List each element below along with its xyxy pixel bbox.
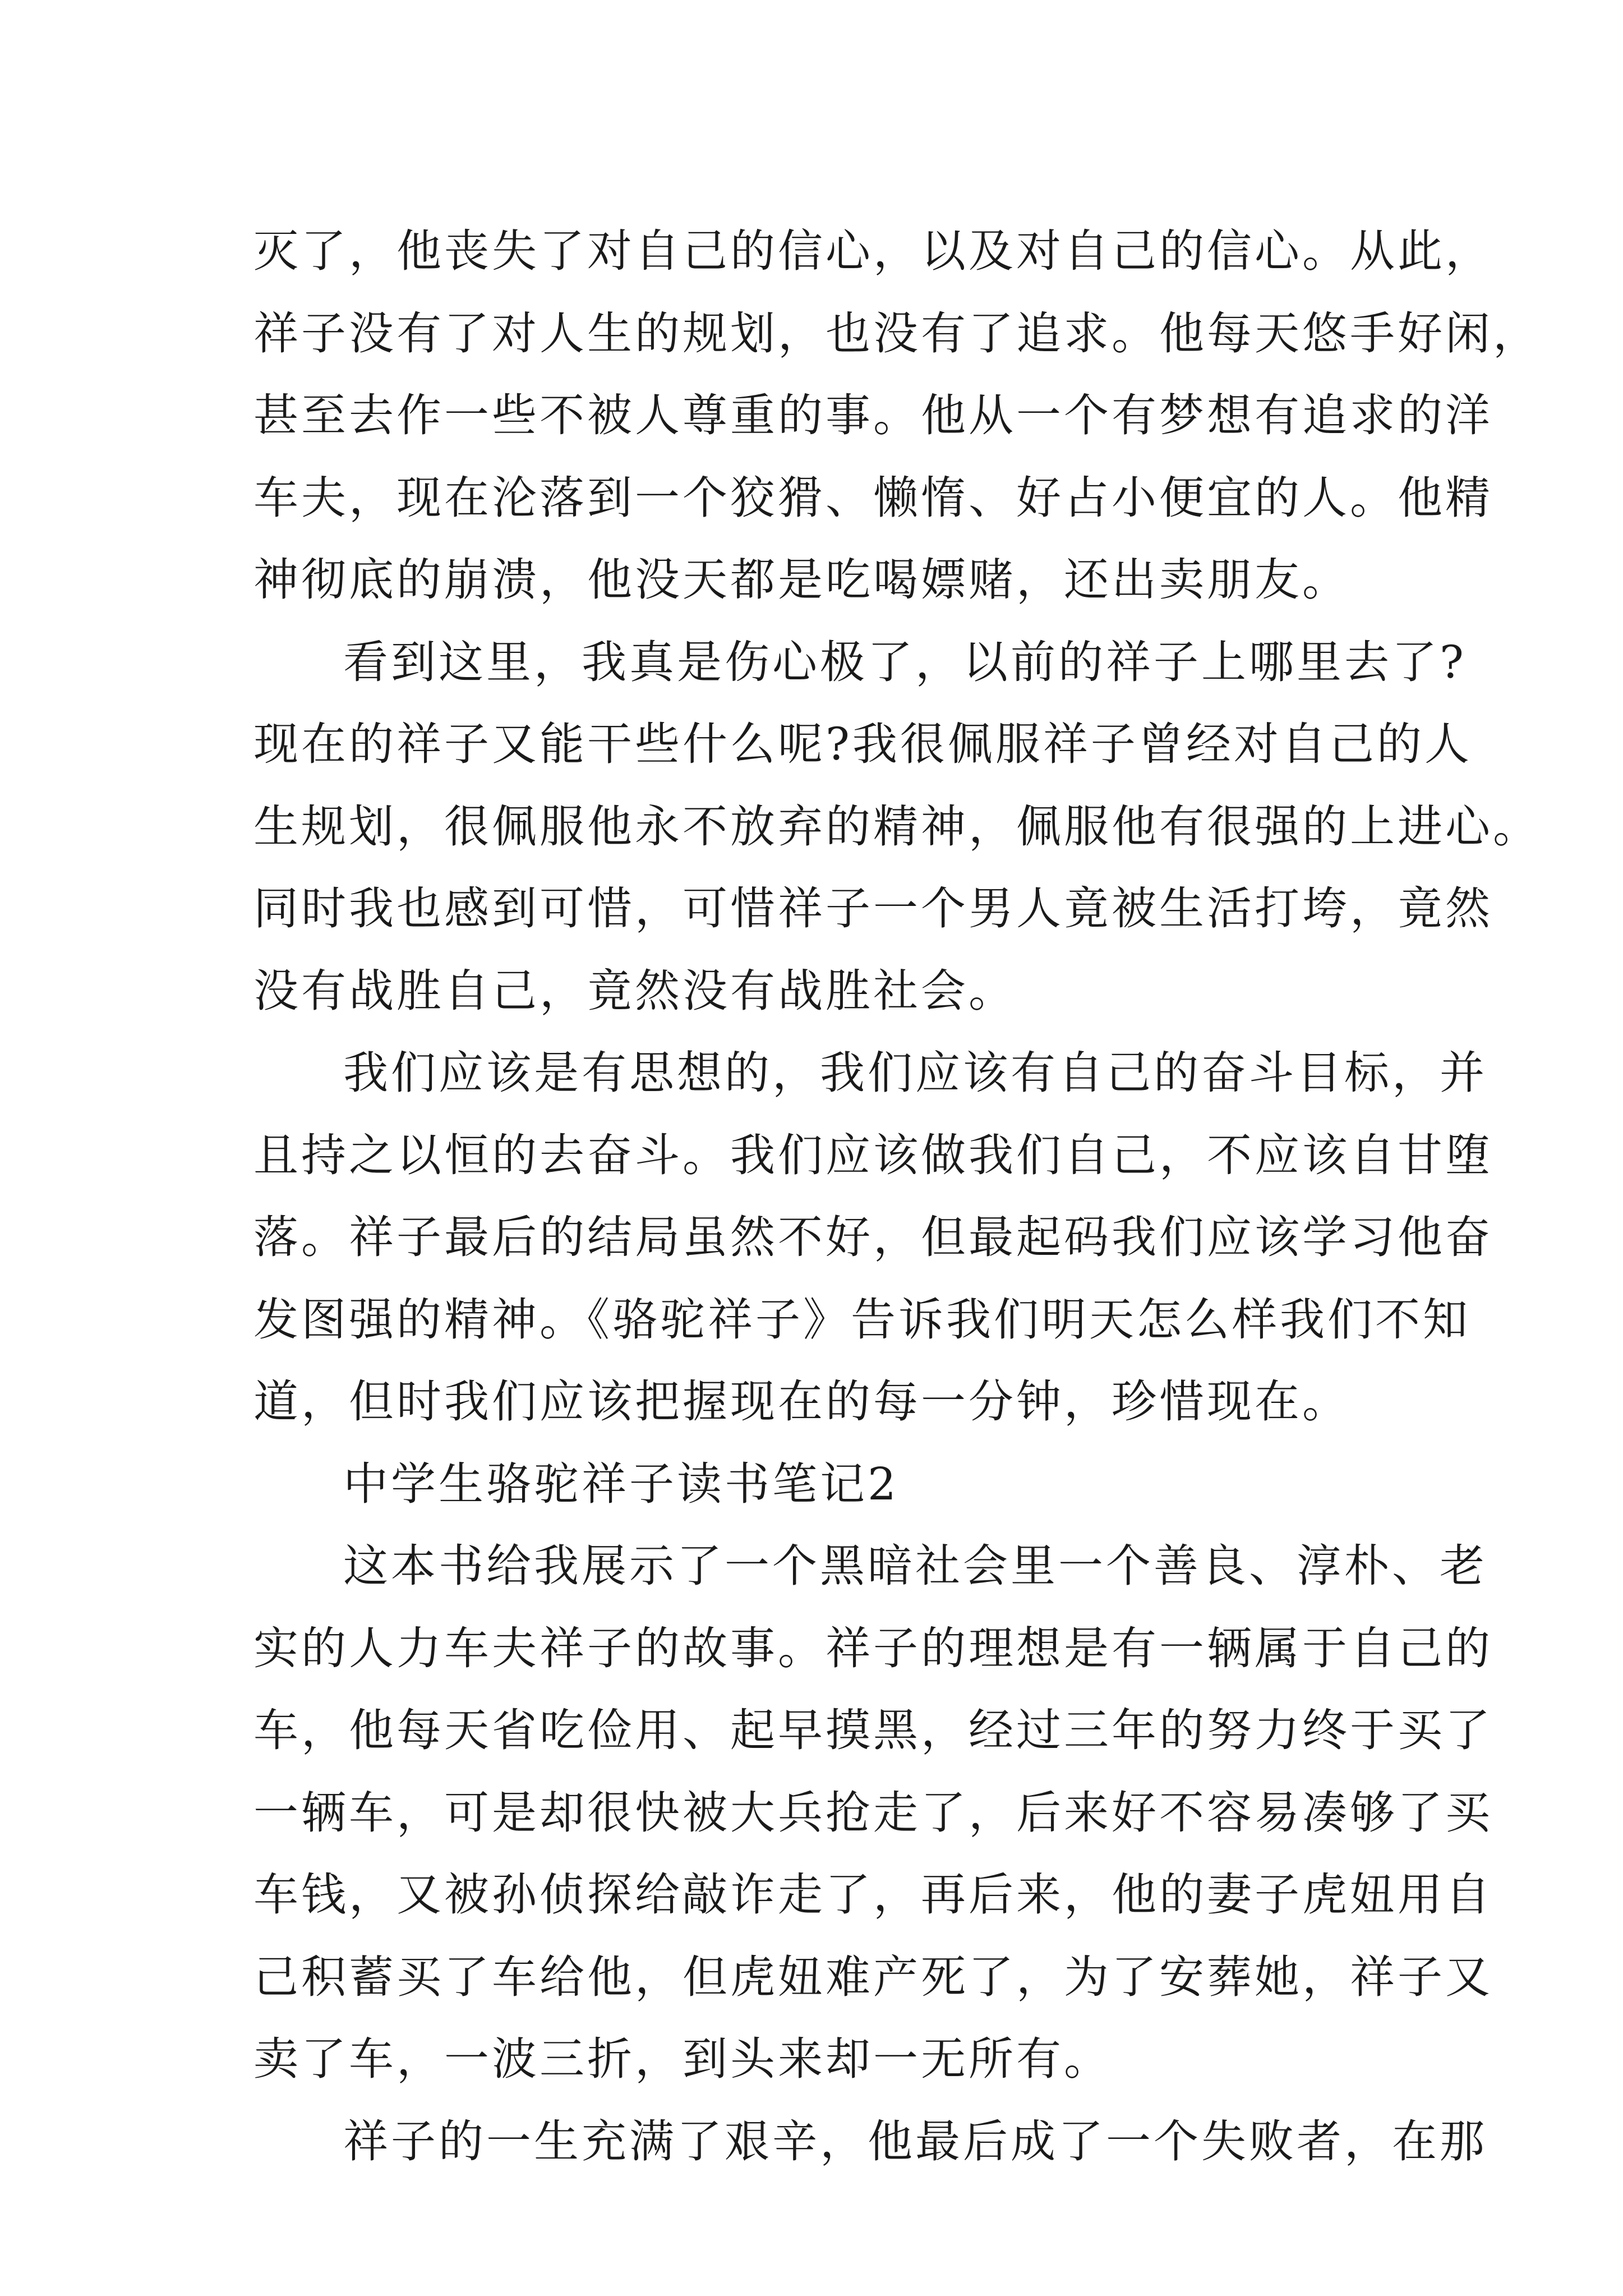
text-line: 中学生骆驼祥子读书笔记2	[343, 1457, 899, 1510]
text-line: 道，但时我们应该把握现在的每一分钟，珍惜现在。	[253, 1375, 1350, 1428]
text-line: 现在的祥子又能干些什么呢?我很佩服祥子曾经对自己的人	[253, 718, 1472, 770]
text-line: 灭了，他丧失了对自己的信心，以及对自己的信心。从此，	[253, 225, 1493, 277]
text-line: 实的人力车夫祥子的故事。祥子的理想是有一辆属于自己的	[253, 1622, 1493, 1674]
text-line: 落。祥子最后的结局虽然不好，但最起码我们应该学习他奋	[253, 1211, 1493, 1263]
text-line: 这本书给我展示了一个黑暗社会里一个善良、淳朴、老	[343, 1540, 1487, 1592]
text-line: 同时我也感到可惜，可惜祥子一个男人竟被生活打垮，竟然	[253, 882, 1493, 935]
body-text	[253, 210, 1541, 2183]
text-line: 甚至去作一些不被人尊重的事。他从一个有梦想有追求的洋	[253, 389, 1493, 441]
text-line: 车钱，又被孙侦探给敲诈走了，再后来，他的妻子虎妞用自	[253, 1869, 1493, 1921]
text-line: 祥子的一生充满了艰辛，他最后成了一个失败者，在那	[343, 2115, 1487, 2168]
text-line: 发图强的精神。《骆驼祥子》告诉我们明天怎么样我们不知	[253, 1293, 1470, 1346]
text-line: 没有战胜自己，竟然没有战胜社会。	[253, 964, 1016, 1017]
text-line: 一辆车，可是却很快被大兵抢走了，后来好不容易凑够了买	[253, 1786, 1493, 1839]
text-line: 车，他每天省吃俭用、起早摸黑，经过三年的努力终于买了	[253, 1704, 1493, 1756]
text-line: 己积蓄买了车给他，但虎妞难产死了，为了安葬她，祥子又	[253, 1950, 1493, 2003]
text-line: 卖了车，一波三折，到头来却一无所有。	[253, 2033, 1112, 2085]
text-line: 且持之以恒的去奋斗。我们应该做我们自己，不应该自甘堕	[253, 1129, 1493, 1181]
text-line: 看到这里，我真是伤心极了，以前的祥子上哪里去了?	[343, 636, 1467, 688]
text-line: 神彻底的崩溃，他没天都是吃喝嫖赌，还出卖朋友。	[253, 554, 1350, 606]
text-line: 生规划，很佩服他永不放弃的精神，佩服他有很强的上进心。	[253, 800, 1541, 853]
text-line: 我们应该是有思想的，我们应该有自己的奋斗目标，并	[343, 1047, 1487, 1099]
text-line: 祥子没有了对人生的规划，也没有了追求。他每天悠手好闲，	[253, 307, 1541, 360]
text-line: 车夫，现在沦落到一个狡猾、懒惰、好占小便宜的人。他精	[253, 471, 1493, 524]
